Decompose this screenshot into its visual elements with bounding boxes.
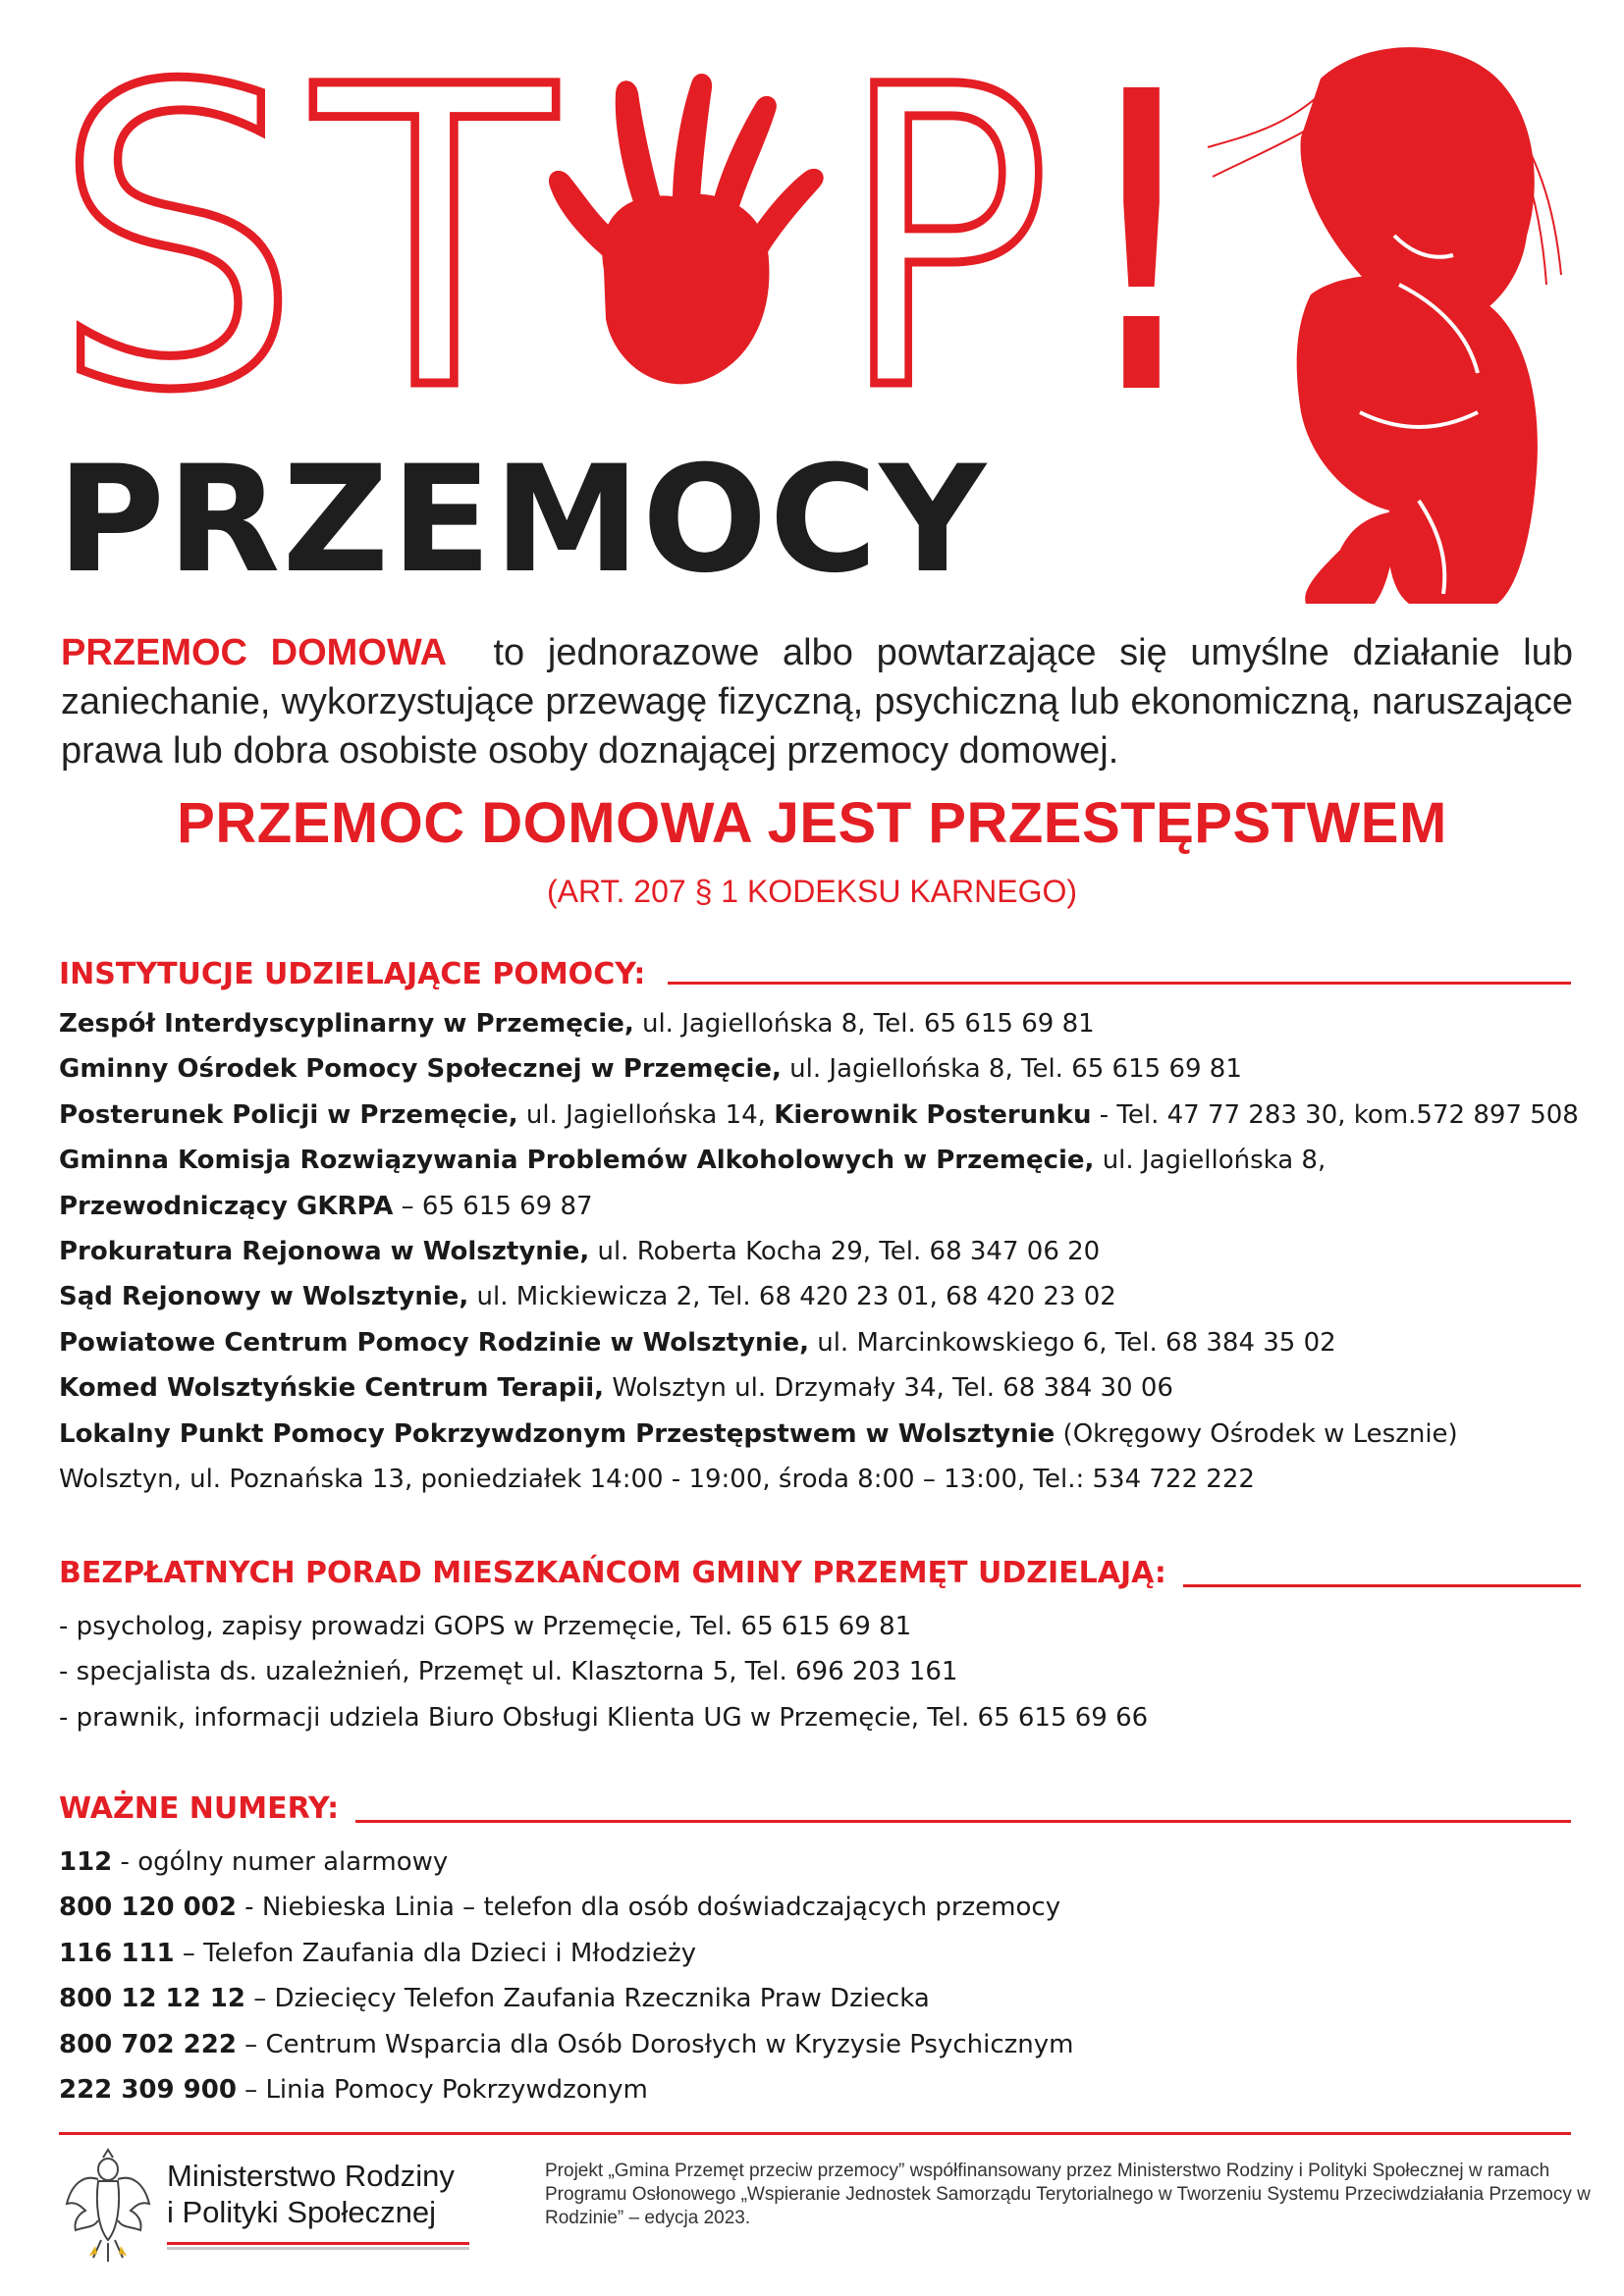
list-item: - specjalista ds. uzależnień, Przemęt ul. Klasztorna 5, Tel. 696 203 161 <box>59 1657 958 1687</box>
important-number-row: 222 309 900 – Linia Pomocy Pokrzywdzonym <box>59 2074 648 2105</box>
important-number-row: 800 12 12 12 – Dziecięcy Telefon Zaufania Rzecznika Praw Dziecka <box>59 1984 930 2014</box>
institution-row: Sąd Rejonowy w Wolsztynie, ul. Mickiewicza 2, Tel. 68 420 23 01, 68 420 23 02 <box>59 1282 1116 1312</box>
institution-row: Posterunek Policji w Przemęcie, ul. Jagiellońska 14, Kierownik Posterunku - Tel. 47 77 283 30, kom.572 897 508 <box>59 1099 1579 1130</box>
handprint-icon <box>545 69 830 393</box>
ministry-name: Ministerstwo Rodziny i Polityki Społecznej <box>167 2159 455 2229</box>
definition-paragraph <box>61 628 1573 775</box>
free-advice-heading: BEZPŁATNYCH PORAD MIESZKAŃCOM GMINY PRZEMĘT UDZIELAJĄ: <box>59 1556 1166 1590</box>
stop-letter-p: P <box>839 1 1051 481</box>
page-title: PRZEMOCY <box>57 435 989 606</box>
institution-row: Wolsztyn, ul. Poznańska 13, poniedziałek 14:00 - 19:00, środa 8:00 – 13:00, Tel.: 534 722 222 <box>59 1464 1255 1494</box>
crime-statement: PRZEMOC DOMOWA JEST PRZESTĘPSTWEM <box>177 791 1447 855</box>
institutions-heading: INSTYTUCJE UDZIELAJĄCE POMOCY: <box>59 957 646 991</box>
stop-letter-exclamation: ! <box>1095 6 1188 486</box>
important-number-row: 800 120 002 - Niebieska Linia – telefon dla osób doświadczających przemocy <box>59 1893 1061 1923</box>
institution-row: Komed Wolsztyńskie Centrum Terapii, Wolsztyn ul. Drzymały 34, Tel. 68 384 30 06 <box>59 1373 1173 1404</box>
stop-letter-t: T <box>307 1 561 481</box>
institution-row: Zespół Interdyscyplinarny w Przemęcie, ul. Jagiellońska 8, Tel. 65 615 69 81 <box>59 1009 1095 1039</box>
polish-eagle-emblem-icon <box>64 2150 152 2266</box>
list-item: - prawnik, informacji udziela Biuro Obsługi Klienta UG w Przemęcie, Tel. 65 615 69 66 <box>59 1702 1149 1733</box>
list-item: - psycholog, zapisy prowadzi GOPS w Przemęcie, Tel. 65 615 69 81 <box>59 1612 912 1641</box>
free-advice-rule <box>1183 1584 1581 1587</box>
important-number-row: 800 702 222 – Centrum Wsparcia dla Osób Dorosłych w Kryzysie Psychicznym <box>59 2029 1074 2059</box>
institution-row: Gminny Ośrodek Pomocy Społecznej w Przemęcie, ul. Jagiellońska 8, Tel. 65 615 69 81 <box>59 1054 1242 1085</box>
free-advice-list <box>59 1604 1148 1740</box>
definition-lead: PRZEMOC DOMOWA <box>61 632 448 673</box>
project-funding-note: Projekt „Gmina Przemęt przeciw przemocy” współfinansowany przez Ministerstwo Rodziny i Polityki Społecznej w ramach Programu Osłonowego „Wspieranie Jednostek Samorządu Terytorialnego w Tworzeniu Systemu Przeciwdziałania Przemocy w Rodzinie” – edycja 2023. <box>545 2161 1591 2228</box>
institutions-list <box>59 1001 1579 1502</box>
ministry-flag-stripe <box>167 2242 469 2250</box>
crouching-girl-icon <box>1203 39 1566 609</box>
institution-row: Przewodniczący GKRPA – 65 615 69 87 <box>59 1191 593 1221</box>
important-numbers-rule <box>355 1820 1571 1823</box>
institution-row: Powiatowe Centrum Pomocy Rodzinie w Wolsztynie, ul. Marcinkowskiego 6, Tel. 68 384 35 02 <box>59 1327 1336 1358</box>
important-number-row: 116 111 – Telefon Zaufania dla Dzieci i Młodzieży <box>59 1938 697 1968</box>
institution-row: Prokuratura Rejonowa w Wolsztynie, ul. Roberta Kocha 29, Tel. 68 347 06 20 <box>59 1236 1101 1266</box>
important-numbers-list <box>59 1840 1074 2112</box>
crime-article: (ART. 207 § 1 KODEKSU KARNEGO) <box>546 874 1078 909</box>
institution-row: Lokalny Punkt Pomocy Pokrzywdzonym Przestępstwem w Wolsztynie (Okręgowy Ośrodek w Lesznie) <box>59 1418 1458 1449</box>
definition-text: to jednorazowe albo powtarzające się umyślne działanie lub zaniechanie, wykorzystujące przewagę fizyczną, psychiczną lub ekonomiczną, naruszające prawa lub dobra osobiste osoby doznającej przemocy domowej. <box>61 632 1574 772</box>
important-numbers-heading: WAŻNE NUMERY: <box>59 1791 340 1826</box>
stop-letter-s: S <box>54 1 299 481</box>
institutions-rule <box>668 982 1571 985</box>
footer-divider <box>59 2132 1571 2135</box>
important-number-row: 112 - ogólny numer alarmowy <box>59 1847 449 1877</box>
institution-row: Gminna Komisja Rozwiązywania Problemów Alkoholowych w Przemęcie, ul. Jagiellońska 8, <box>59 1146 1326 1176</box>
